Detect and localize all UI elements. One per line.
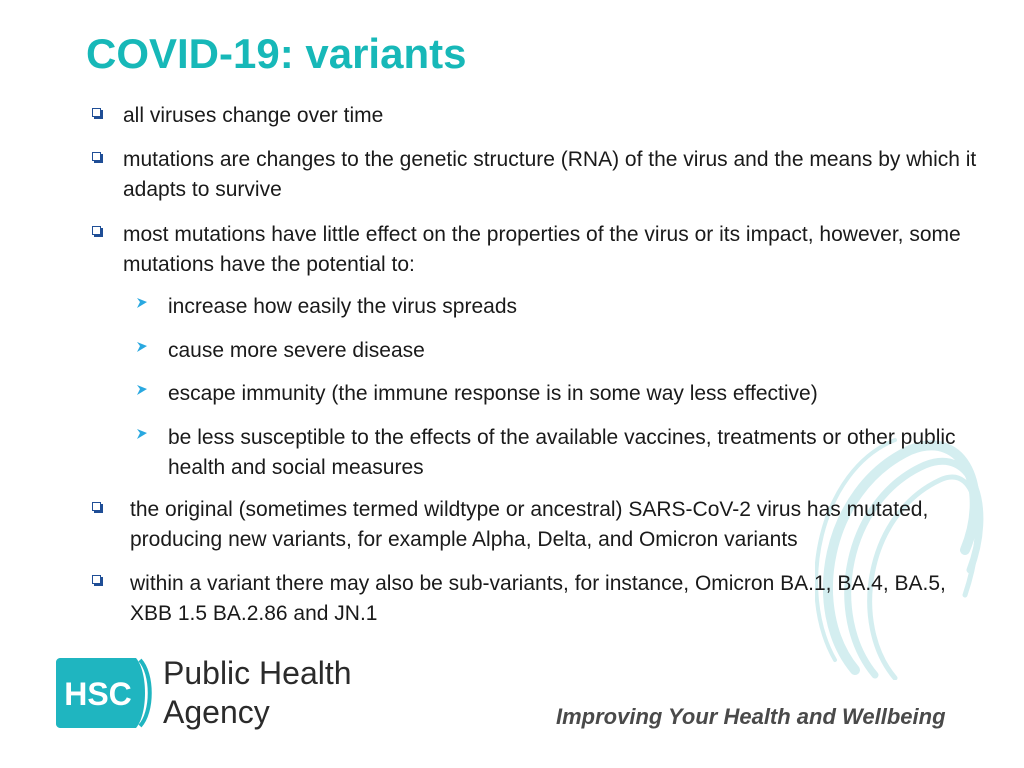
bullet-text: within a variant there may also be sub-variants, for instance, Omicron BA.1, BA.4, BA.5, XBB 1.5 BA.2.86 and JN.1: [130, 572, 946, 625]
arrowhead-bullet-icon: [137, 385, 147, 395]
bullet-item: [130, 495, 960, 555]
hsc-logo-text: HSC: [64, 676, 132, 712]
bullet-text: increase how easily the virus spreads: [168, 295, 518, 318]
bullet-text: cause more severe disease: [168, 339, 425, 362]
hsc-logo-mark: [56, 658, 154, 728]
sub-bullet-item: [168, 292, 988, 322]
arrowhead-bullet-icon: [137, 429, 147, 439]
bullet-item: [123, 220, 993, 280]
square-bullet-icon: [92, 575, 101, 584]
bullet-text: most mutations have little effect on the properties of the virus or its impact, however, some mutations have the potential to:: [123, 223, 961, 276]
slogan: Improving Your Health and Wellbeing: [556, 704, 946, 729]
sub-bullet-item: [168, 379, 988, 409]
bullet-text: mutations are changes to the genetic structure (RNA) of the virus and the means by which it adapts to survive: [123, 148, 977, 201]
bullet-item: [123, 145, 983, 205]
arrowhead-bullet-icon: [137, 342, 147, 352]
bullet-text: escape immunity (the immune response is in some way less effective): [168, 382, 818, 405]
arrowhead-bullet-icon: [137, 298, 147, 308]
bullet-item: [123, 101, 983, 131]
sub-bullet-item: [168, 423, 968, 483]
bullet-text: all viruses change over time: [123, 104, 384, 127]
bullet-item: [130, 569, 960, 629]
logo-line-agency: Agency: [163, 694, 270, 730]
sub-bullet-item: [168, 336, 988, 366]
square-bullet-icon: [92, 152, 101, 161]
bullet-text: the original (sometimes termed wildtype or ancestral) SARS-CoV-2 virus has mutated, producing new variants, for example Alpha, Delta, and Omicron variants: [130, 498, 929, 551]
square-bullet-icon: [92, 502, 101, 511]
square-bullet-icon: [92, 108, 101, 117]
slide-title: COVID-19: variants: [86, 30, 467, 77]
logo-line-public-health: Public Health: [163, 655, 352, 691]
square-bullet-icon: [92, 226, 101, 235]
bullet-text: be less susceptible to the effects of the available vaccines, treatments or other public health and social measures: [168, 426, 956, 479]
